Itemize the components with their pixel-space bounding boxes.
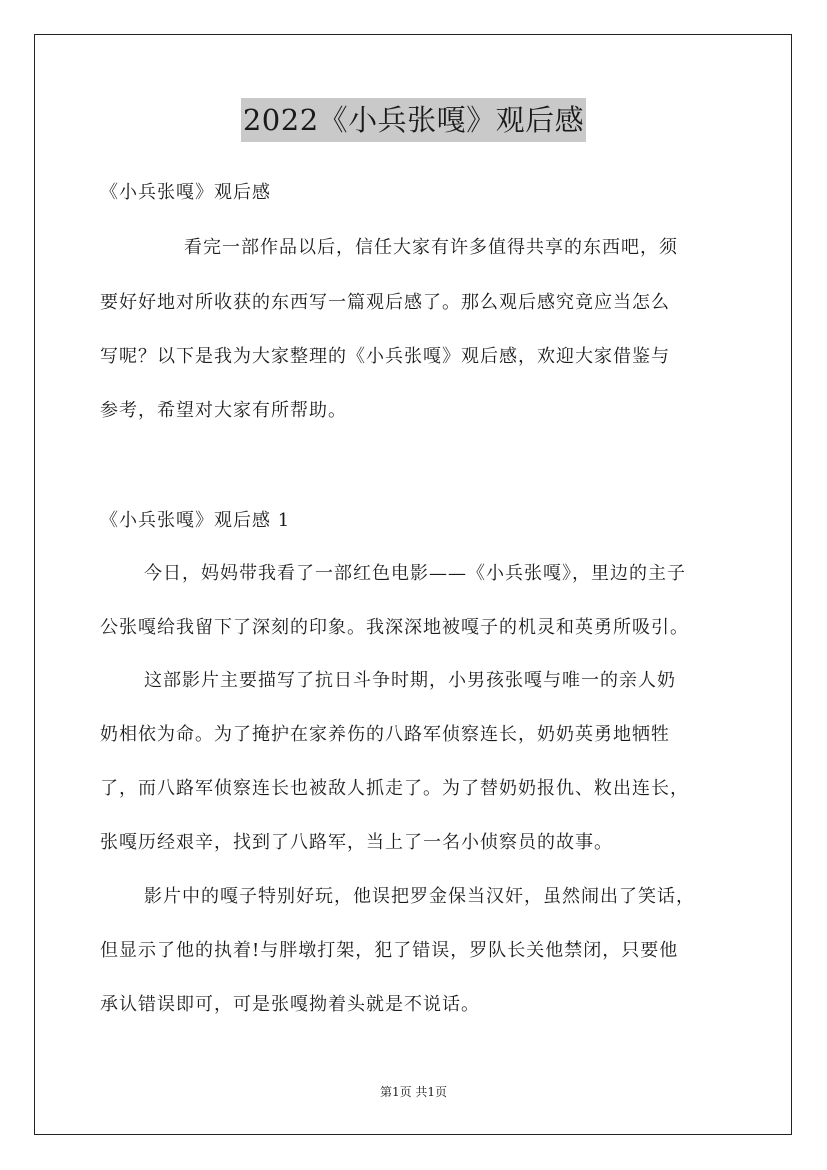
body-line: 承认错误即可，可是张嘎拗着头就是不说话。	[100, 994, 480, 1015]
body-line: 公张嘎给我留下了深刻的印象。我深深地被嘎子的机灵和英勇所吸引。	[100, 617, 689, 638]
title-container	[0, 98, 827, 142]
subtitle: 《小兵张嘎》观后感	[100, 182, 271, 203]
body-line: 了，而八路军侦察连长也被敌人抓走了。为了替奶奶报仇、敉出连长，	[100, 778, 689, 799]
document-title: 2022《小兵张嘎》观后感	[241, 98, 586, 142]
body-line: 这部影片主要描写了抗日斗争时期，小男孩张嘎与唯一的亲人奶	[144, 670, 676, 691]
page-footer: 第1页 共1页	[379, 1085, 448, 1099]
intro-line: 参考，希望对大家有所帮助。	[100, 400, 347, 421]
intro-line: 看完一部作品以后，信任大家有许多值得共享的东西吧，须	[184, 237, 678, 258]
body-line: 今日，妈妈带我看了一部红色电影——《小兵张嘎》，里边的主子	[144, 563, 686, 584]
intro-line: 要好好地对所收获的东西写一篇观后感了。那么观后感究竟应当怎么	[100, 292, 670, 313]
body-line: 奶相依为命。为了掩护在家养伤的八路军侦察连长，奶奶英勇地牺牲	[100, 724, 670, 745]
body-line: 张嘎历经艰辛，找到了八路军，当上了一名小侦察员的故事。	[100, 832, 613, 853]
section-heading: 《小兵张嘎》观后感 1	[100, 510, 291, 531]
body-line: 但显示了他的执着!与胖墩打架，犯了错误，罗队长关他禁闭，只要他	[100, 940, 679, 961]
body-line: 影片中的嘎子特别好玩，他误把罗金保当汉奸，虽然闹出了笑话，	[144, 886, 695, 907]
intro-line: 写呢？以下是我为大家整理的《小兵张嘎》观后感，欢迎大家借鉴与	[100, 346, 670, 367]
